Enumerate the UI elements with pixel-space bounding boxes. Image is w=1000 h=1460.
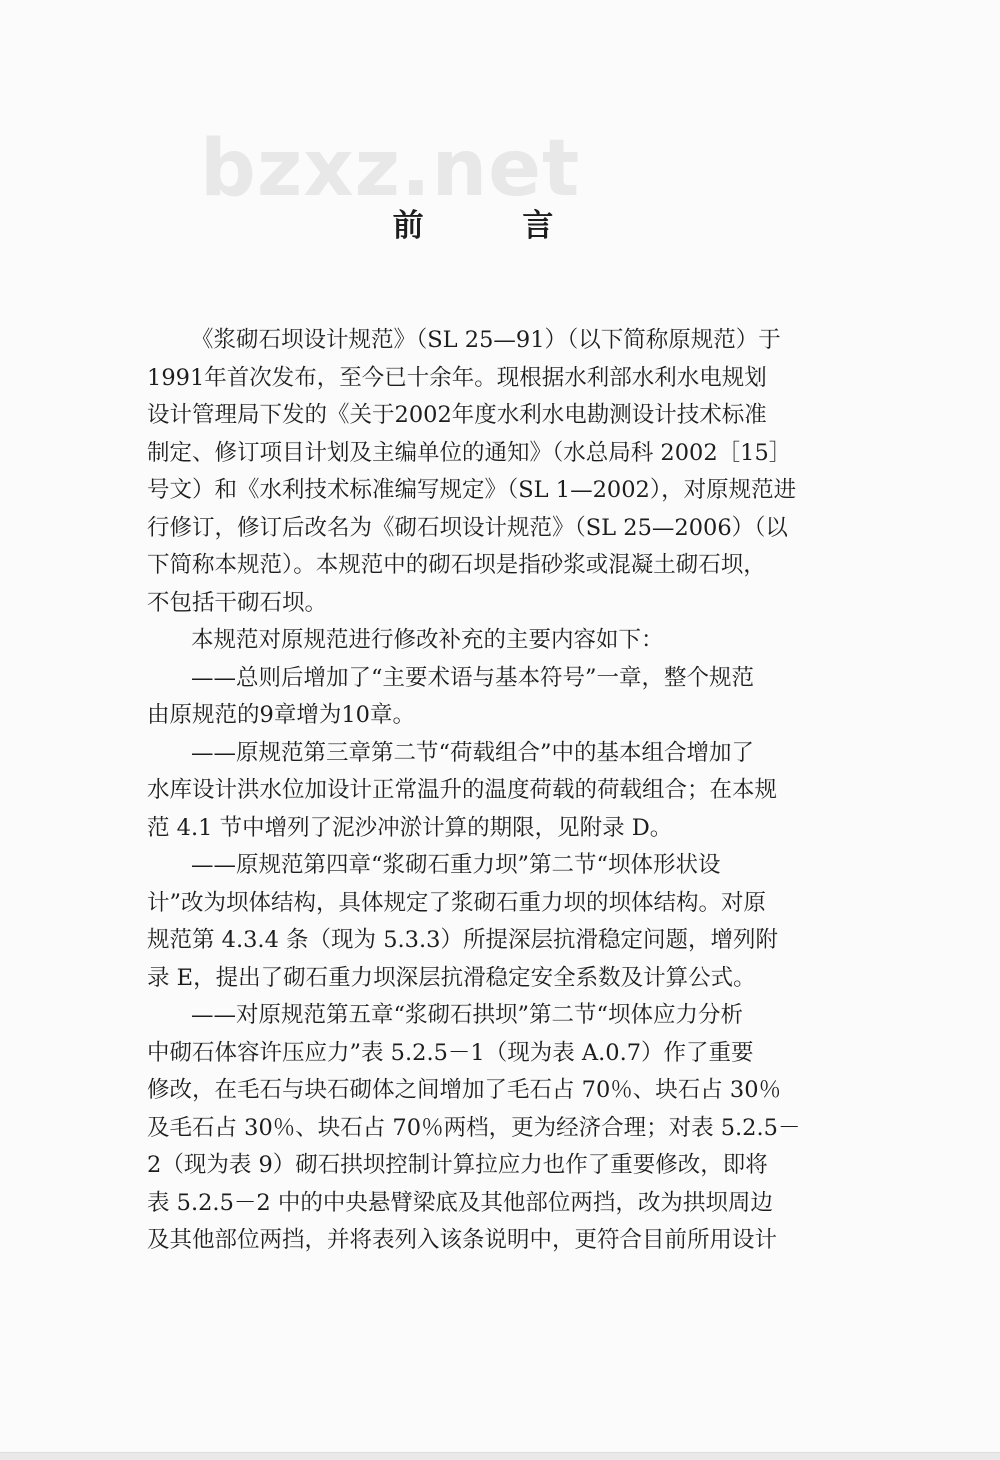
- text-line: 制定、修订项目计划及主编单位的通知》（水总局科 2002［15］: [147, 439, 792, 466]
- text-line: 水库设计洪水位加设计正常温升的温度荷载的荷载组合；在本规: [147, 777, 778, 803]
- text-line: 中砌石体容许压应力”表 5.2.5－1（现为表 A.0.7）作了重要: [147, 1039, 754, 1066]
- text-line: 号文）和《水利技术标准编写规定》（SL 1—2002），对原规范进: [147, 477, 797, 503]
- text-line: 表 5.2.5－2 中的中央悬臂梁底及其他部位两挡，改为拱坝周边: [147, 1189, 773, 1216]
- text-line: 2（现为表 9）砌石拱坝控制计算拉应力也作了重要修改，即将: [147, 1152, 768, 1178]
- text-line: 行修订，修订后改名为《砌石坝设计规范》（SL 25—2006）（以: [147, 514, 788, 541]
- preface-body: [147, 322, 847, 1260]
- text-line: 本规范对原规范进行修改补充的主要内容如下：: [191, 627, 664, 653]
- text-line: 由原规范的9章增为10章。: [147, 702, 415, 728]
- text-line: 及其他部位两挡，并将表列入该条说明中，更符合目前所用设计: [147, 1227, 778, 1253]
- text-line: 修改，在毛石与块石砌体之间增加了毛石占 70％、块石占 30％: [147, 1077, 782, 1103]
- text-line: 范 4.1 节中增列了泥沙冲淤计算的期限，见附录 D。: [147, 814, 673, 841]
- text-line: 1991年首次发布，至今已十余年。现根据水利部水利水电规划: [147, 364, 767, 391]
- text-line: 下简称本规范）。本规范中的砌石坝是指砂浆或混凝土砌石坝，: [147, 552, 766, 578]
- page-title: 前 言: [392, 208, 598, 244]
- text-line: 录 E，提出了砌石重力坝深层抗滑稳定安全系数及计算公式。: [147, 964, 756, 991]
- text-line: 不包括干砌石坝。: [147, 589, 328, 616]
- text-line: 计”改为坝体结构，具体规定了浆砌石重力坝的坝体结构。对原: [147, 889, 767, 916]
- text-line: 《浆砌石坝设计规范》（SL 25—91）（以下简称原规范）于: [191, 327, 781, 353]
- text-line: 及毛石占 30％、块石占 70％两档，更为经济合理；对表 5.2.5－: [147, 1114, 801, 1141]
- text-line: ——原规范第三章第二节“荷载组合”中的基本组合增加了: [191, 739, 755, 766]
- text-line: ——总则后增加了“主要术语与基本符号”一章，整个规范: [191, 664, 755, 691]
- text-line: ——原规范第四章“浆砌石重力坝”第二节“坝体形状设: [191, 852, 721, 878]
- watermark-text: bzxz.net: [200, 124, 581, 214]
- text-line: 规范第 4.3.4 条（现为 5.3.3）所提深层抗滑稳定问题，增列附: [147, 927, 778, 953]
- text-line: 设计管理局下发的《关于2002年度水利水电勘测设计技术标准: [147, 402, 767, 428]
- text-line: ——对原规范第五章“浆砌石拱坝”第二节“坝体应力分析: [191, 1002, 744, 1028]
